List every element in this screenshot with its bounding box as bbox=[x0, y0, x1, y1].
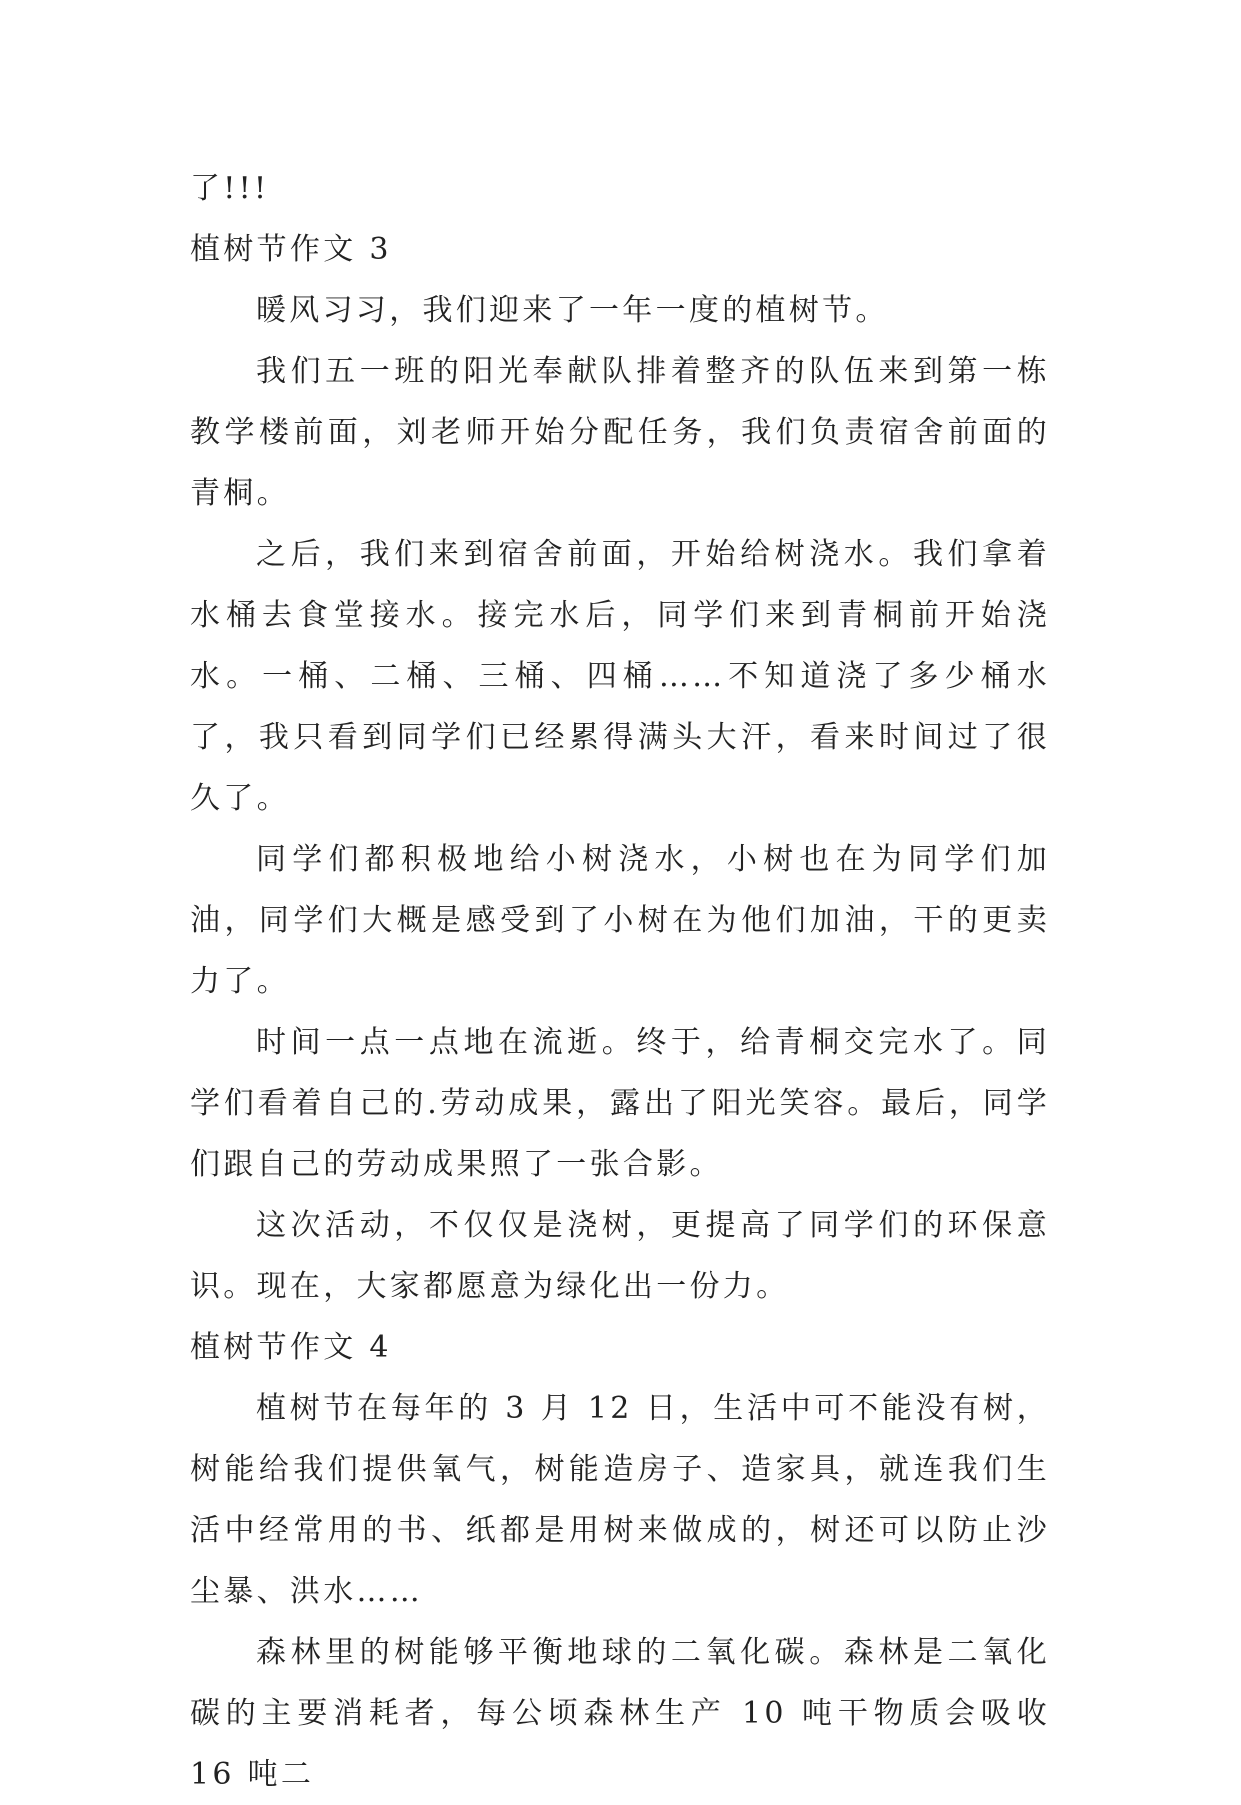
paragraph: 暖风习习，我们迎来了一年一度的植树节。 bbox=[256, 293, 889, 328]
paragraph: 这次活动，不仅仅是浇树，更提高了同学们的环保意识。现在，大家都愿意为绿化出一份力。 bbox=[190, 1208, 1050, 1304]
paragraph: 植树节在每年的 3 月 12 日，生活中可不能没有树，树能给我们提供氧气，树能造房子、造家具，就连我们生活中经常用的书、纸都是用树来做成的，树还可以防止沙尘暴、洪水…… bbox=[190, 1391, 1050, 1609]
paragraph: 时间一点一点地在流逝。终于，给青桐交完水了。同学们看着自己的.劳动成果，露出了阳光笑容。最后，同学们跟自己的劳动成果照了一张合影。 bbox=[190, 1025, 1050, 1182]
document-body bbox=[190, 158, 1050, 1805]
paragraph: 之后，我们来到宿舍前面，开始给树浇水。我们拿着水桶去食堂接水。接完水后，同学们来到青桐前开始浇水。一桶、二桶、三桶、四桶……不知道浇了多少桶水了，我只看到同学们已经累得满头大汗，看来时间过了很久了。 bbox=[190, 537, 1050, 816]
paragraph: 森林里的树能够平衡地球的二氧化碳。森林是二氧化碳的主要消耗者，每公顷森林生产 10 吨干物质会吸收 16 吨二 bbox=[190, 1635, 1050, 1792]
paragraph: 我们五一班的阳光奉献队排着整齐的队伍来到第一栋教学楼前面，刘老师开始分配任务，我们负责宿舍前面的青桐。 bbox=[190, 354, 1050, 511]
section-heading: 植树节作文 4 bbox=[190, 1330, 392, 1365]
continuation-line: 了!!! bbox=[190, 171, 270, 206]
section-heading: 植树节作文 3 bbox=[190, 232, 392, 267]
paragraph: 同学们都积极地给小树浇水，小树也在为同学们加油，同学们大概是感受到了小树在为他们加油，干的更卖力了。 bbox=[190, 842, 1050, 999]
